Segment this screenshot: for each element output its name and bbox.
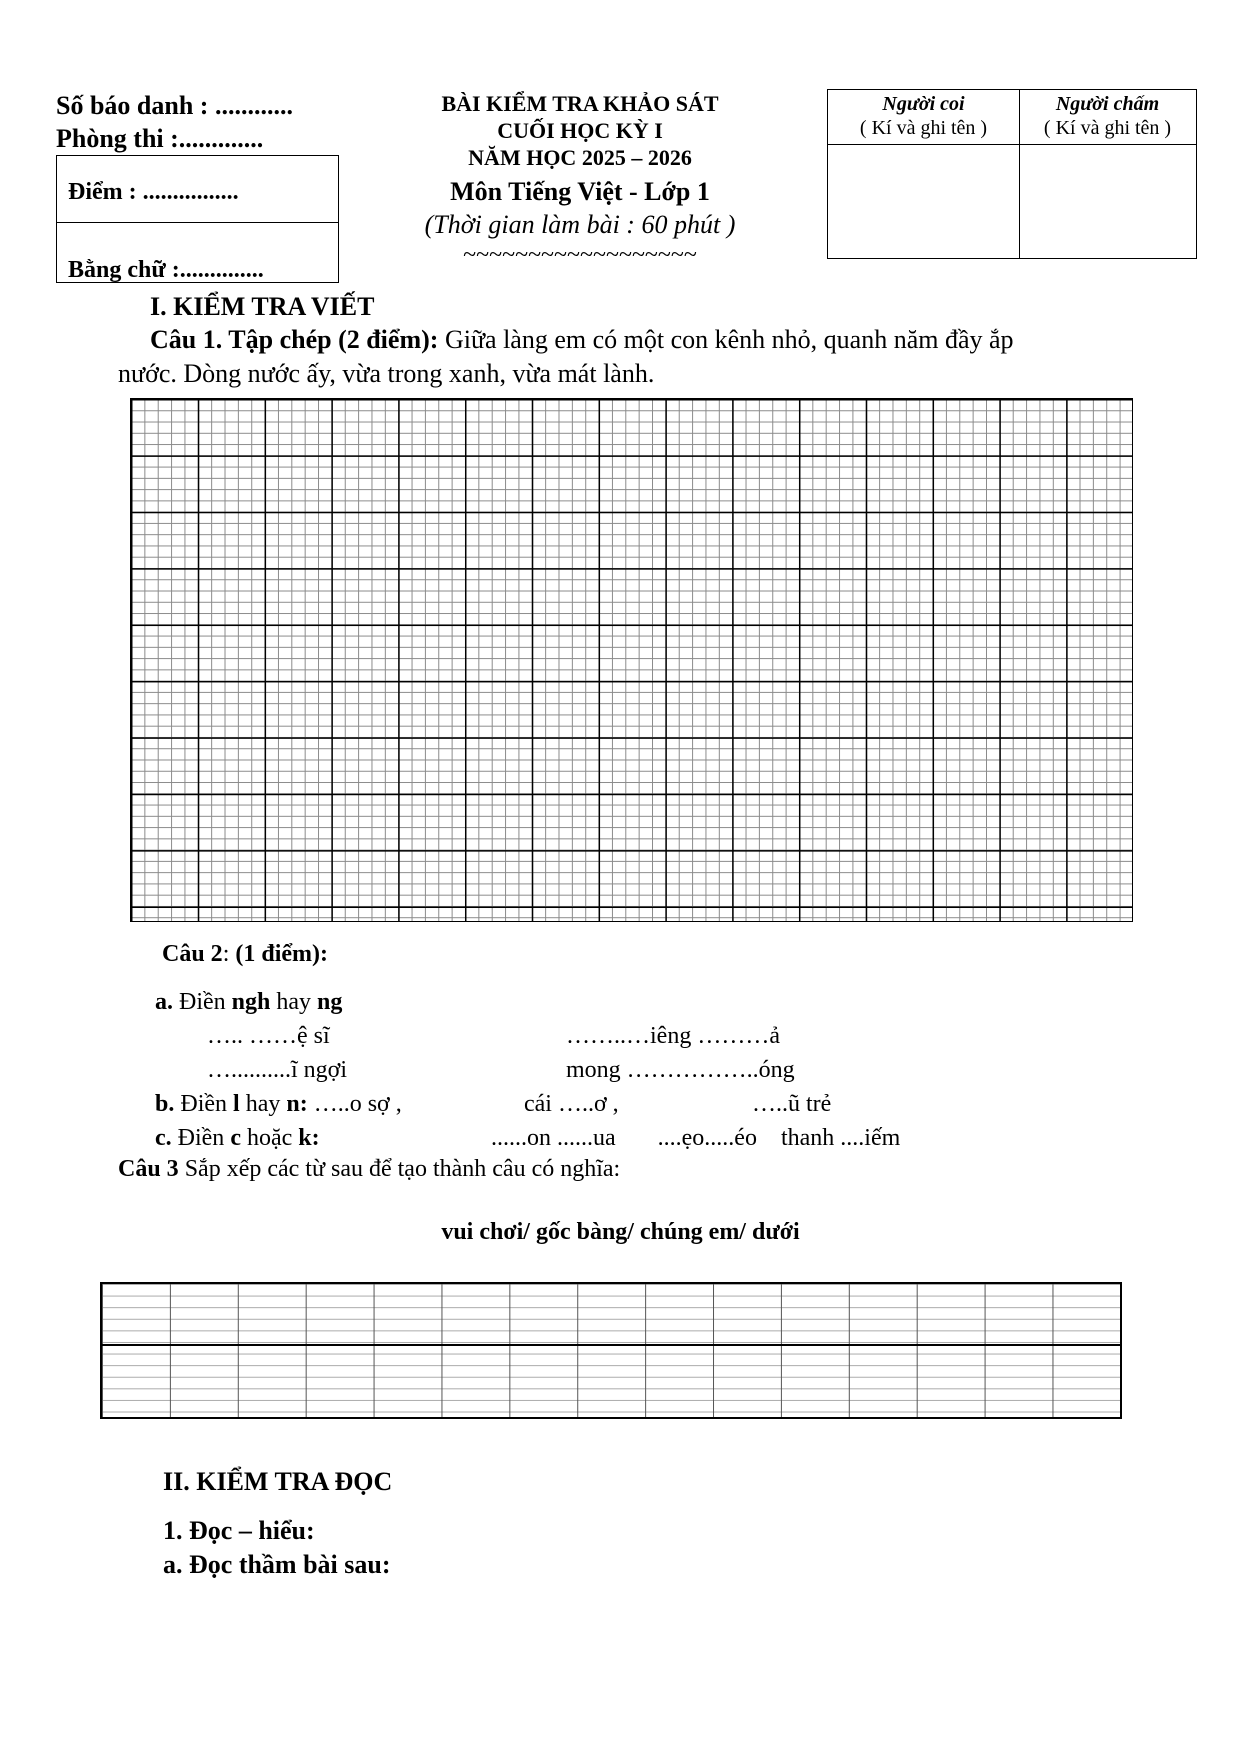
q3-text: Sắp xếp các từ sau để tạo thành câu có nghĩa: [178, 1156, 621, 1182]
sig-col2-title: Người chấm [1055, 93, 1160, 115]
sig-col1-title: Người coi [882, 93, 965, 115]
section2-title: II. KIỂM TRA ĐỌC [163, 1467, 393, 1496]
q2-label: Câu 2 [162, 941, 223, 967]
q1-text1: Giữa làng em có một con kênh nhỏ, quanh năm đầy ắp [438, 325, 1014, 354]
diem-field: Điểm : ................ [68, 179, 239, 205]
q2c-line [155, 1124, 320, 1152]
q3-label: Câu 3 [118, 1156, 179, 1182]
q3-words: vui chơi/ gốc bàng/ chúng em/ dưới [441, 1219, 800, 1245]
q2c-text: Điền [171, 1125, 231, 1151]
q2b-n: n: [286, 1091, 308, 1117]
exam-subject: Môn Tiếng Việt - Lớp 1 [450, 177, 710, 206]
q2a-ngh: ngh [231, 989, 271, 1015]
exam-title-line3: NĂM HỌC 2025 – 2026 [468, 145, 692, 170]
writing-grid[interactable] [130, 398, 1133, 922]
phong-thi: Phòng thi :............. [56, 124, 264, 153]
exam-title-line2: CUỐI HỌC KỲ I [497, 118, 663, 143]
q1-line2: nước. Dòng nước ấy, vừa trong xanh, vừa mát lành. [118, 359, 655, 388]
q2b-hay: hay [239, 1091, 287, 1117]
q2a-row1-right: ……..…iêng ………ả [566, 1023, 780, 1049]
bang-chu-field: Bằng chữ :.............. [68, 257, 264, 283]
sig-col1-sub: ( Kí và ghi tên ) [859, 117, 988, 139]
q2b-item3: …..ũ trẻ [752, 1091, 832, 1117]
q2c-items: ......on ......ua ....ẹo.....éo thanh ....iếm [491, 1125, 901, 1151]
signature-table [827, 89, 1197, 259]
q2a-letter: a. [155, 989, 173, 1015]
exam-title-block [340, 90, 820, 171]
sig-col-nguoi-cham [1019, 92, 1196, 140]
q2a-ng: ng [317, 989, 343, 1015]
q2a-row2-left: …..........ĩ ngợi [207, 1057, 348, 1083]
q2a-hay: hay [270, 989, 318, 1015]
section2-sub1: 1. Đọc – hiểu: [163, 1516, 315, 1545]
q2b-l: l [233, 1091, 240, 1117]
q2-points: (1 điểm): [235, 941, 328, 967]
q2b-item2: cái …..ơ , [524, 1091, 619, 1117]
q2a-row1-left: ….. ……ệ sĩ [207, 1023, 330, 1049]
q1-label: Câu 1. Tập chép (2 điểm): [150, 325, 439, 354]
q2a-row2-right: mong ……………..óng [566, 1057, 795, 1083]
answer-grid-divider [102, 1344, 1120, 1346]
score-box-divider [57, 222, 338, 223]
q2c-c: c [230, 1125, 241, 1151]
q2-colon: : [222, 941, 236, 967]
tilde-divider: ~~~~~~~~~~~~~~~~~~ [463, 242, 697, 268]
section1-title: I. KIỂM TRA VIẾT [150, 292, 375, 321]
q2c-letter: c. [155, 1125, 172, 1151]
q2b-text: Điền [174, 1091, 234, 1117]
q2b-line [155, 1090, 402, 1118]
sig-col2-sub: ( Kí và ghi tên ) [1043, 117, 1172, 139]
q2b-item1: …..o sợ , [307, 1091, 402, 1117]
q3-line [118, 1155, 620, 1183]
q1-line1 [150, 325, 1014, 355]
q2b-letter: b. [155, 1091, 175, 1117]
q2a-text1: Điền [173, 989, 232, 1015]
q2c-k: k: [298, 1125, 320, 1151]
so-bao-danh: Số báo danh : ............ [56, 91, 293, 120]
section2-sub2: a. Đọc thầm bài sau: [163, 1550, 391, 1579]
answer-grid[interactable] [100, 1282, 1122, 1419]
sig-col-nguoi-coi [828, 92, 1019, 140]
sig-table-hline [828, 144, 1196, 145]
exam-time: (Thời gian làm bài : 60 phút ) [424, 210, 736, 239]
q2c-hoac: hoặc [240, 1125, 299, 1151]
q2a-line [155, 988, 342, 1016]
exam-title-line1: BÀI KIỂM TRA KHẢO SÁT [441, 91, 719, 116]
q2-heading [162, 940, 328, 968]
